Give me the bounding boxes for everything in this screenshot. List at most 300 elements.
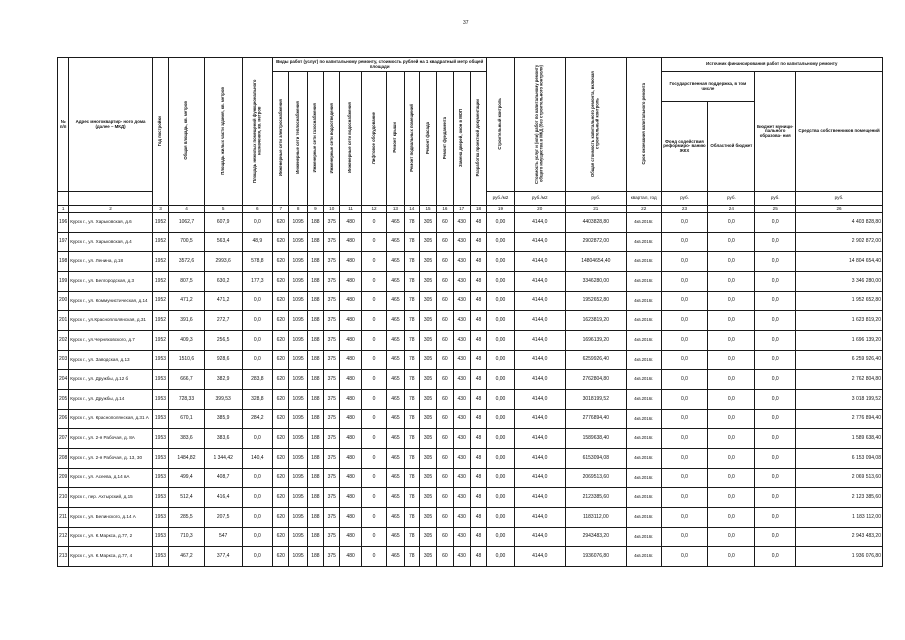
work-cost-cell: 430: [453, 370, 470, 390]
owners-cell: 2 069 513,60: [796, 468, 883, 488]
total-cost-cell: 2123385,60: [565, 488, 626, 508]
total-cost-cell: 6259926,40: [565, 350, 626, 370]
work-cost-cell: 465: [387, 488, 404, 508]
year-cell: 1953: [152, 448, 168, 468]
nonres-area-cell: 177,3: [242, 271, 273, 291]
nonres-area-cell: 0,0: [242, 311, 273, 331]
total-cost-cell: 2943483,20: [565, 527, 626, 547]
work-cost-cell: 480: [340, 252, 361, 272]
living-area-cell: 471,2: [204, 291, 242, 311]
work-cost-cell: 0: [361, 370, 386, 390]
work-cost-cell: 305: [419, 448, 436, 468]
header-control: Строительный контроль: [497, 97, 503, 150]
municipal-cell: 0,0: [755, 232, 796, 252]
table-row: [58, 488, 883, 508]
year-cell: 1952: [152, 252, 168, 272]
work-cost-cell: 465: [387, 507, 404, 527]
column-number: 3: [152, 206, 168, 213]
total-area-cell: 1510,6: [169, 350, 205, 370]
work-cost-cell: 1095: [289, 311, 307, 331]
work-cost-cell: 188: [307, 547, 323, 567]
work-cost-cell: 0: [361, 488, 386, 508]
municipal-cell: 0,0: [755, 409, 796, 429]
unit-cell: руб.: [755, 192, 796, 206]
work-cost-cell: 60: [437, 448, 453, 468]
control-cell: 0,00: [487, 468, 515, 488]
owners-cell: 6 259 926,40: [796, 350, 883, 370]
work-cost-cell: 305: [419, 213, 436, 233]
header-total-area: Общая площадь, кв. метров: [183, 101, 189, 160]
municipal-cell: 0,0: [755, 271, 796, 291]
row-number: 199: [58, 271, 69, 291]
work-cost-cell: 305: [419, 527, 436, 547]
work-cost-cell: 0: [361, 429, 386, 449]
living-area-cell: 256,5: [204, 330, 242, 350]
year-cell: 1953: [152, 370, 168, 390]
total-cost-cell: 2902872,00: [565, 232, 626, 252]
work-cost-cell: 465: [387, 409, 404, 429]
row-number: 202: [58, 330, 69, 350]
work-cost-cell: 60: [437, 488, 453, 508]
nonres-area-cell: 283,8: [242, 370, 273, 390]
work-cost-cell: 305: [419, 507, 436, 527]
work-cost-cell: 78: [404, 429, 419, 449]
header-works-group: Виды работ (услуг) по капитальному ремонту, стоимость рублей на 1 квадратный метр общей площади: [273, 58, 487, 72]
owners-cell: 2 762 804,80: [796, 370, 883, 390]
deadline-cell: 4кв.2016г.: [626, 330, 661, 350]
total-area-cell: 3572,6: [169, 252, 205, 272]
work-cost-cell: 48: [470, 232, 486, 252]
work-cost-cell: 375: [324, 389, 340, 409]
header-year: Год постройки: [157, 115, 163, 146]
work-cost-cell: 430: [453, 311, 470, 331]
living-area-cell: 408,7: [204, 468, 242, 488]
unit-cell: квартал, год: [626, 192, 661, 206]
work-cost-cell: 305: [419, 350, 436, 370]
column-number: 19: [487, 206, 515, 213]
regional-cell: 0,0: [708, 350, 755, 370]
row-number: 210: [58, 488, 69, 508]
column-number: 9: [307, 206, 323, 213]
work-cost-cell: 78: [404, 291, 419, 311]
header-work-1: Инженерные сети электроснабжения: [277, 99, 283, 177]
municipal-cell: 0,0: [755, 468, 796, 488]
year-cell: 1953: [152, 527, 168, 547]
work-cost-cell: 480: [340, 389, 361, 409]
total-cost-cell: 2762804,80: [565, 370, 626, 390]
column-number: 18: [470, 206, 486, 213]
work-cost-cell: 480: [340, 507, 361, 527]
control-cell: 0,00: [487, 232, 515, 252]
address-cell: Курск г., ул. Коммунистическая, д.14: [69, 291, 153, 311]
work-cost-cell: 48: [470, 488, 486, 508]
work-cost-cell: 48: [470, 252, 486, 272]
regional-cell: 0,0: [708, 468, 755, 488]
unit-cell: руб./м2: [514, 192, 565, 206]
work-cost-cell: 480: [340, 409, 361, 429]
row-number: 196: [58, 213, 69, 233]
work-cost-cell: 48: [470, 291, 486, 311]
nonres-area-cell: 0,0: [242, 507, 273, 527]
row-number: 213: [58, 547, 69, 567]
table-row: [58, 409, 883, 429]
work-cost-cell: 188: [307, 468, 323, 488]
regional-cell: 0,0: [708, 527, 755, 547]
regional-cell: 0,0: [708, 232, 755, 252]
work-cost-cell: 430: [453, 232, 470, 252]
work-cost-cell: 375: [324, 232, 340, 252]
header-work-3: Инженерные сети газоснабжения: [312, 103, 318, 173]
living-area-cell: 547: [204, 527, 242, 547]
municipal-cell: 0,0: [755, 527, 796, 547]
work-cost-cell: 1095: [289, 213, 307, 233]
work-cost-cell: 375: [324, 370, 340, 390]
work-cost-cell: 465: [387, 252, 404, 272]
work-cost-cell: 430: [453, 350, 470, 370]
address-cell: Курск г., ул. К.Маркса, д.77, 4: [69, 547, 153, 567]
unit-cost-cell: 4144,0: [514, 507, 565, 527]
work-cost-cell: 0: [361, 389, 386, 409]
work-cost-cell: 1095: [289, 448, 307, 468]
unit-cost-cell: 4144,0: [514, 232, 565, 252]
owners-cell: 1 183 112,00: [796, 507, 883, 527]
control-cell: 0,00: [487, 389, 515, 409]
nonres-area-cell: 578,8: [242, 252, 273, 272]
municipal-cell: 0,0: [755, 330, 796, 350]
work-cost-cell: 48: [470, 350, 486, 370]
unit-cost-cell: 4144,0: [514, 350, 565, 370]
work-cost-cell: 465: [387, 311, 404, 331]
year-cell: 1952: [152, 291, 168, 311]
work-cost-cell: 480: [340, 468, 361, 488]
regional-cell: 0,0: [708, 507, 755, 527]
address-cell: Курск г., ул. Белгородская, д.3: [69, 271, 153, 291]
work-cost-cell: 465: [387, 213, 404, 233]
work-cost-cell: 78: [404, 488, 419, 508]
deadline-cell: 4кв.2016г.: [626, 527, 661, 547]
work-cost-cell: 620: [273, 468, 289, 488]
address-cell: Курск г., ул. Асеева, д.14 вА: [69, 468, 153, 488]
total-cost-cell: 1696139,20: [565, 330, 626, 350]
work-cost-cell: 375: [324, 330, 340, 350]
address-cell: Курск г., ул. Харьковская, д.6: [69, 213, 153, 233]
work-cost-cell: 375: [324, 448, 340, 468]
municipal-cell: 0,0: [755, 311, 796, 331]
table-row: [58, 311, 883, 331]
header-address: Адрес многоквартир- ного дома (далее – МКД): [69, 58, 153, 192]
column-number: 21: [565, 206, 626, 213]
work-cost-cell: 60: [437, 311, 453, 331]
work-cost-cell: 1095: [289, 370, 307, 390]
work-cost-cell: 60: [437, 252, 453, 272]
work-cost-cell: 0: [361, 547, 386, 567]
control-cell: 0,00: [487, 330, 515, 350]
work-cost-cell: 465: [387, 291, 404, 311]
work-cost-cell: 620: [273, 488, 289, 508]
municipal-cell: 0,0: [755, 547, 796, 567]
work-cost-cell: 60: [437, 370, 453, 390]
work-cost-cell: 375: [324, 350, 340, 370]
work-cost-cell: 305: [419, 252, 436, 272]
work-cost-cell: 430: [453, 448, 470, 468]
work-cost-cell: 375: [324, 271, 340, 291]
work-cost-cell: 188: [307, 488, 323, 508]
deadline-cell: 4кв.2016г.: [626, 429, 661, 449]
work-cost-cell: 1095: [289, 488, 307, 508]
work-cost-cell: 375: [324, 213, 340, 233]
total-area-cell: 728,33: [169, 389, 205, 409]
work-cost-cell: 78: [404, 311, 419, 331]
unit-cost-cell: 4144,0: [514, 488, 565, 508]
work-cost-cell: 465: [387, 350, 404, 370]
living-area-cell: 630,2: [204, 271, 242, 291]
header-work-11: Замена дверей, окон в МОП: [458, 108, 464, 167]
work-cost-cell: 78: [404, 468, 419, 488]
regional-cell: 0,0: [708, 291, 755, 311]
fund-cell: 0,0: [661, 429, 708, 449]
work-cost-cell: 78: [404, 448, 419, 468]
total-cost-cell: 3346280,00: [565, 271, 626, 291]
row-number: 204: [58, 370, 69, 390]
living-area-cell: 272,7: [204, 311, 242, 331]
work-cost-cell: 188: [307, 311, 323, 331]
living-area-cell: 385,9: [204, 409, 242, 429]
work-cost-cell: 48: [470, 429, 486, 449]
living-area-cell: 382,9: [204, 370, 242, 390]
work-cost-cell: 430: [453, 488, 470, 508]
nonres-area-cell: 0,0: [242, 527, 273, 547]
work-cost-cell: 375: [324, 311, 340, 331]
nonres-area-cell: 0,0: [242, 291, 273, 311]
work-cost-cell: 480: [340, 527, 361, 547]
work-cost-cell: 620: [273, 330, 289, 350]
owners-cell: 1 589 638,40: [796, 429, 883, 449]
header-num: № п/п: [58, 58, 69, 192]
work-cost-cell: 305: [419, 370, 436, 390]
unit-cost-cell: 4144,0: [514, 330, 565, 350]
work-cost-cell: 465: [387, 271, 404, 291]
total-area-cell: 285,5: [169, 507, 205, 527]
work-cost-cell: 1095: [289, 429, 307, 449]
column-number: 23: [661, 206, 708, 213]
regional-cell: 0,0: [708, 271, 755, 291]
nonres-area-cell: 0,0: [242, 213, 273, 233]
row-number: 205: [58, 389, 69, 409]
work-cost-cell: 430: [453, 507, 470, 527]
total-area-cell: 666,7: [169, 370, 205, 390]
column-number: 17: [453, 206, 470, 213]
total-area-cell: 499,4: [169, 468, 205, 488]
work-cost-cell: 0: [361, 311, 386, 331]
address-cell: Курск г., ул. Ленина, д.18: [69, 252, 153, 272]
year-cell: 1953: [152, 547, 168, 567]
address-cell: Курск г., ул. Белинского, д.14 А: [69, 507, 153, 527]
work-cost-cell: 60: [437, 271, 453, 291]
column-number: 11: [340, 206, 361, 213]
work-cost-cell: 78: [404, 232, 419, 252]
work-cost-cell: 60: [437, 547, 453, 567]
work-cost-cell: 0: [361, 213, 386, 233]
table-row: [58, 330, 883, 350]
work-cost-cell: 430: [453, 252, 470, 272]
fund-cell: 0,0: [661, 330, 708, 350]
work-cost-cell: 465: [387, 448, 404, 468]
work-cost-cell: 48: [470, 409, 486, 429]
header-regional: Областной бюджет: [708, 102, 755, 192]
header-deadline: Срок окончания капитального ремонта: [640, 82, 646, 165]
nonres-area-cell: 0,0: [242, 547, 273, 567]
work-cost-cell: 188: [307, 527, 323, 547]
work-cost-cell: 78: [404, 330, 419, 350]
year-cell: 1953: [152, 488, 168, 508]
column-number: 7: [273, 206, 289, 213]
table-row: [58, 468, 883, 488]
unit-cost-cell: 4144,0: [514, 468, 565, 488]
address-cell: Курск г., ул. Харьковская, д.4: [69, 232, 153, 252]
deadline-cell: 4кв.2016г.: [626, 232, 661, 252]
work-cost-cell: 465: [387, 370, 404, 390]
work-cost-cell: 0: [361, 468, 386, 488]
row-number: 198: [58, 252, 69, 272]
work-cost-cell: 465: [387, 547, 404, 567]
column-number: 1: [58, 206, 69, 213]
row-number: 206: [58, 409, 69, 429]
address-cell: Курск г., ул.Черняховского, д.7: [69, 330, 153, 350]
total-area-cell: 467,2: [169, 547, 205, 567]
deadline-cell: 4кв.2016г.: [626, 213, 661, 233]
work-cost-cell: 620: [273, 252, 289, 272]
year-cell: 1952: [152, 271, 168, 291]
header-work-5: Инженерные сети водоснабжения: [347, 102, 353, 174]
total-area-cell: 409,3: [169, 330, 205, 350]
column-number: 13: [387, 206, 404, 213]
work-cost-cell: 305: [419, 232, 436, 252]
deadline-cell: 4кв.2016г.: [626, 311, 661, 331]
work-cost-cell: 188: [307, 389, 323, 409]
work-cost-cell: 430: [453, 409, 470, 429]
work-cost-cell: 0: [361, 271, 386, 291]
control-cell: 0,00: [487, 507, 515, 527]
total-area-cell: 710,3: [169, 527, 205, 547]
living-area-cell: 207,5: [204, 507, 242, 527]
fund-cell: 0,0: [661, 350, 708, 370]
work-cost-cell: 48: [470, 330, 486, 350]
unit-cost-cell: 4144,0: [514, 311, 565, 331]
deadline-cell: 4кв.2016г.: [626, 271, 661, 291]
total-area-cell: 1062,7: [169, 213, 205, 233]
work-cost-cell: 48: [470, 547, 486, 567]
address-cell: Курск г., ул. Краснополянская, д.31 А: [69, 409, 153, 429]
municipal-cell: 0,0: [755, 448, 796, 468]
owners-cell: 6 153 094,08: [796, 448, 883, 468]
header-work-10: Ремонт фундамента: [441, 116, 447, 159]
municipal-cell: 0,0: [755, 507, 796, 527]
unit-cost-cell: 4144,0: [514, 271, 565, 291]
work-cost-cell: 465: [387, 468, 404, 488]
work-cost-cell: 305: [419, 468, 436, 488]
total-cost-cell: 14804654,40: [565, 252, 626, 272]
work-cost-cell: 78: [404, 271, 419, 291]
work-cost-cell: 48: [470, 271, 486, 291]
fund-cell: 0,0: [661, 409, 708, 429]
control-cell: 0,00: [487, 213, 515, 233]
work-cost-cell: 480: [340, 311, 361, 331]
regional-cell: 0,0: [708, 330, 755, 350]
header-living-area: Площадь жилых части здания, кв. метров: [219, 86, 225, 175]
work-cost-cell: 305: [419, 488, 436, 508]
work-cost-cell: 480: [340, 547, 361, 567]
regional-cell: 0,0: [708, 213, 755, 233]
living-area-cell: 563,4: [204, 232, 242, 252]
row-number: 200: [58, 291, 69, 311]
row-number: 211: [58, 507, 69, 527]
work-cost-cell: 305: [419, 409, 436, 429]
column-number: 6: [242, 206, 273, 213]
fund-cell: 0,0: [661, 271, 708, 291]
municipal-cell: 0,0: [755, 350, 796, 370]
control-cell: 0,00: [487, 429, 515, 449]
table-row: [58, 291, 883, 311]
work-cost-cell: 60: [437, 232, 453, 252]
work-cost-cell: 375: [324, 527, 340, 547]
owners-cell: 4 403 828,80: [796, 213, 883, 233]
header-work-4: Инженерные сети водоотведения: [328, 102, 334, 173]
work-cost-cell: 60: [437, 507, 453, 527]
living-area-cell: 377,4: [204, 547, 242, 567]
work-cost-cell: 48: [470, 311, 486, 331]
year-cell: 1953: [152, 507, 168, 527]
work-cost-cell: 375: [324, 291, 340, 311]
header-sources-group: Источник финансирования работ по капитальному ремонту: [661, 58, 882, 72]
deadline-cell: 4кв.2016г.: [626, 350, 661, 370]
total-area-cell: 391,6: [169, 311, 205, 331]
nonres-area-cell: 48,9: [242, 232, 273, 252]
year-cell: 1953: [152, 350, 168, 370]
work-cost-cell: 620: [273, 389, 289, 409]
fund-cell: 0,0: [661, 389, 708, 409]
living-area-cell: 607,9: [204, 213, 242, 233]
year-cell: 1953: [152, 409, 168, 429]
work-cost-cell: 465: [387, 429, 404, 449]
row-number: 203: [58, 350, 69, 370]
work-cost-cell: 78: [404, 213, 419, 233]
work-cost-cell: 60: [437, 350, 453, 370]
owners-cell: 2 776 894,40: [796, 409, 883, 429]
work-cost-cell: 60: [437, 291, 453, 311]
work-cost-cell: 375: [324, 252, 340, 272]
work-cost-cell: 480: [340, 330, 361, 350]
deadline-cell: 4кв.2016г.: [626, 370, 661, 390]
work-cost-cell: 0: [361, 232, 386, 252]
control-cell: 0,00: [487, 252, 515, 272]
living-area-cell: 399,53: [204, 389, 242, 409]
column-number: 4: [169, 206, 205, 213]
unit-cell: руб.: [661, 192, 708, 206]
unit-cell: руб.: [565, 192, 626, 206]
living-area-cell: 2993,6: [204, 252, 242, 272]
work-cost-cell: 620: [273, 448, 289, 468]
work-cost-cell: 430: [453, 330, 470, 350]
work-cost-cell: 480: [340, 232, 361, 252]
work-cost-cell: 0: [361, 507, 386, 527]
work-cost-cell: 480: [340, 350, 361, 370]
work-cost-cell: 78: [404, 252, 419, 272]
header-work-9: Ремонт фасада: [424, 121, 430, 154]
work-cost-cell: 1095: [289, 527, 307, 547]
owners-cell: 3 018 199,52: [796, 389, 883, 409]
address-cell: Курск г., пер. Ахтырский, д.15: [69, 488, 153, 508]
living-area-cell: 416,4: [204, 488, 242, 508]
